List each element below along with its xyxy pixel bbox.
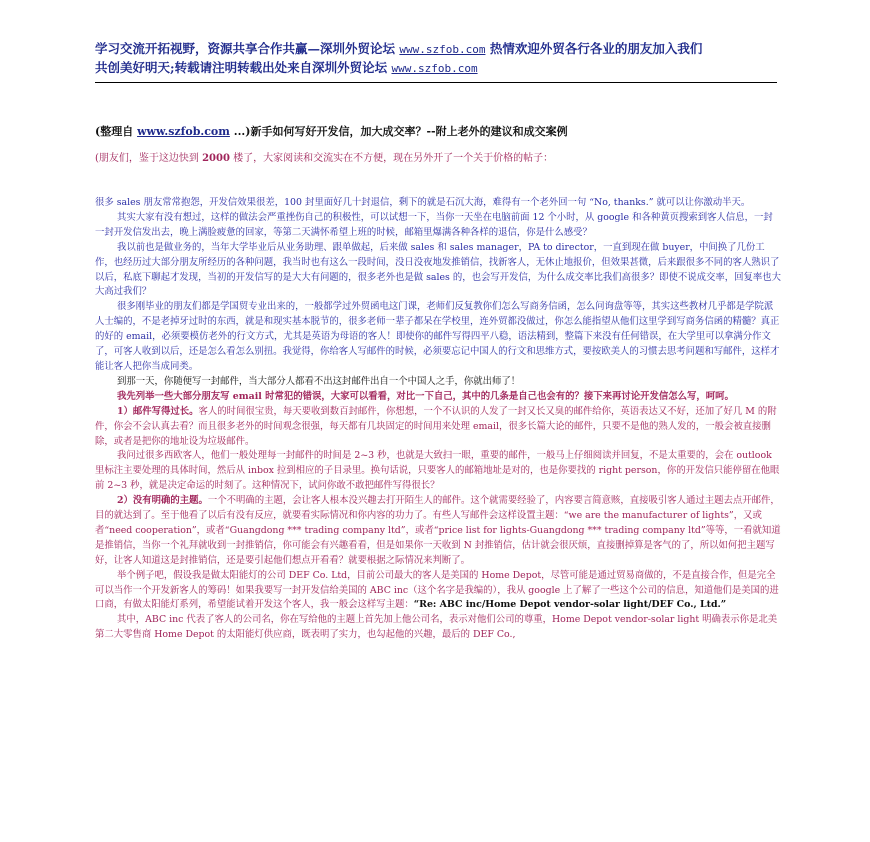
- header-link-1[interactable]: www.szfob.com: [399, 43, 486, 56]
- intro-note: [95, 151, 785, 166]
- section-2: [95, 494, 782, 569]
- header-divider: [95, 82, 777, 83]
- section-1: [95, 405, 782, 450]
- section-2b-text: 举个例子吧，假设我是做太阳能灯的公司 DEF Co. Ltd，目前公司最大的客人是美国的 Home Depot，尽管可能是通过贸易商做的，不是直接合作，但是完全可以当作一个开发新客人的筹码！如果我要写一封开发信给美国的 ABC inc（这个名字是我编的），我从 google 上了解了一些这个公司的信息，知道他们是美国的进口商，有做太阳能灯系列，希望能试着开发这个客人，我一般会这样写主题：: [95, 569, 779, 611]
- header-line-1-text: 学习交流开拓视野，资源共享合作共赢—深圳外贸论坛: [95, 41, 396, 56]
- section-2-text: 一个不明确的主题，会让客人根本没兴趣去打开陌生人的邮件。这个就需要经验了，内容要言简意赅，直接吸引客人通过主题去点开邮件，目的就达到了。至于他看了以后有没有反应，就要看实际情况和你内容的功力了。有些人写邮件会这样设置主题：“we are the manufacturer of lights”，又或者“need cooperation”，或者“Guangdong *** trading company ltd”，或者“price list for lights-Guangdong *** trading company ltd”等等，一看就知道是推销信，当你一个礼拜就收到一封推销信，你可能会有兴趣看看，但是如果你一天收到 N 封推销信，估计就会很厌烦，直接删掉算是客气的了，所以如何把主题写好，让客人知道这是封推销信，还是要引起他们想点开看看？就要根据之际情况来判断了。: [95, 495, 781, 566]
- section-1b: 我问过很多西欧客人，他们一般处理每一封邮件的时间是 2~3 秒，也就是大致扫一眼，重要的邮件，一般马上仔细阅读并回复，不是太重要的，会在 outlook 里标注主要处理的具体时间，然后从 inbox 拉到相应的子目录里。换句话说，只要客人的邮箱地址是对的，也是你要找的 right person，你的开发信只能停留在他眼前 2~3 秒，就是决定命运的时刻了。这种情况下，试问你敢不敢把邮件写得很长？: [95, 450, 780, 492]
- header-line-2: [95, 59, 785, 78]
- title-link[interactable]: www.szfob.com: [137, 125, 230, 138]
- paragraph-1: 很多 sales 朋友常常抱怨，开发信效果很差，100 封里面好几十封退信，剩下的就是石沉大海，难得有一个老外回一句 “No, thanks.” 就可以让你激动半天。: [95, 197, 751, 208]
- subject-example: “Re: ABC inc/Home Depot vendor-solar light/DEF Co., Ltd.”: [413, 599, 727, 611]
- header-line-1: [95, 40, 785, 59]
- paragraph-6: 我先列举一些大部分朋友写 email 时常犯的错误，大家可以看看，对比一下自己，其中的几条是自己也会有的？接下来再讨论开发信怎么写，呵呵。: [117, 390, 734, 402]
- section-1-label: 1）邮件写得过长。: [117, 405, 199, 417]
- title-suffix: ...)新手如何写好开发信，加大成交率？--附上老外的建议和成交案例: [233, 125, 568, 138]
- article-body: [95, 196, 782, 643]
- paragraph-2: 其实大家有没有想过，这样的做法会严重挫伤自己的积极性，可以试想一下，当你一天坐在电脑前面 12 个小时，从 google 和各种黄页搜索到客人信息，一封一封开发信发出去，晚上满脸疲惫的回家，等第二天满怀希望上班的时候，邮箱里爆满各种各样的退信，你是什么感受？: [95, 211, 773, 238]
- header-line-1-tail: 热情欢迎外贸各行各业的朋友加入我们: [489, 41, 703, 56]
- paragraph-3: 我以前也是做业务的，当年大学毕业后从业务助理、跟单做起，后来做 sales 和 sales manager，PA to director，一直到现在做 buyer，中间换了几份工作，也经历过大部分朋友所经历的各种问题，我当时也有这么一段时间，没日没夜地发推销信，找新客人，无休止地报价，但效果甚微，后来跟很多不同的客人熟识了以后，私底下聊起才发现，当初的开发信写的是大大有问题的，很多老外也是做 sales 的，也会写开发信，为什么成交率比我们高很多？即使不说成交率，回复率也大大高过我们？: [95, 241, 781, 298]
- intro-number: 2000: [202, 153, 230, 164]
- header-line-2-text: 共创美好明天;转载请注明转载出处来自深圳外贸论坛: [95, 60, 388, 75]
- section-2b: [95, 569, 782, 614]
- paragraph-5: 到那一天，你随便写一封邮件，当大部分人都看不出这封邮件出自一个中国人之手，你就出师了！: [117, 375, 521, 387]
- intro-b: 楼了，大家阅读和交流实在不方便，现在另外开了一个关于价格的帖子：: [233, 153, 554, 164]
- title-prefix: (整理自: [95, 125, 134, 138]
- header-link-2[interactable]: www.szfob.com: [391, 62, 478, 75]
- section-2c: 其中，ABC inc 代表了客人的公司名，你在写给他的主题上首先加上他公司名，表示对他们公司的尊重，Home Depot vendor-solar light 明确表示你是北美第二大零售商 Home Depot 的太阳能灯供应商，既表明了实力，也勾起他的兴趣，最后的 DEF Co.,: [95, 614, 778, 641]
- section-2-label: 2）没有明确的主题。: [117, 495, 208, 507]
- article-title: [95, 124, 785, 140]
- page-header: [95, 40, 785, 78]
- paragraph-4: 很多刚毕业的朋友们都是学国贸专业出来的，一般都学过外贸函电这门课，老师们反复教你们怎么写商务信函，怎么问询盘等等，其实这些教材几乎都是学院派人士编的，不是老掉牙过时的东西，就是和现实基本脱节的，很多老师一辈子都呆在学校里，连外贸都没做过，你怎么能指望从他们这里学到写商务信函的精髓？真正的好的 email，必须要模仿老外的行文方式，尤其是英语为母语的客人！即使你的邮件写得四平八稳，语法精到，整篇下来没有任何错误，在大学里可以拿满分作文了，可客人收到以后，还是怎么看怎么别扭。我觉得，你给客人写邮件的时候，必须要忘记中国人的行文和思维方式，要按欧美人的习惯去思考问题和写邮件，这样才能让客人把你当成同类。: [95, 301, 780, 372]
- intro-a: (朋友们，鉴于这边快到: [95, 153, 199, 164]
- section-1-text: 客人的时间很宝贵，每天要收到数百封邮件，你想想，一个不认识的人发了一封又长又臭的邮件给你，英语表达又不好，还加了好几 M 的附件，你会不会认真去看？而且很多老外的时间观念很强，每天都有几块固定的时间用来处理 email，很多长篇大论的邮件，只要不是他的熟人发的，一般会被直接删除，或者是把你的地址设为垃圾邮件。: [95, 405, 777, 447]
